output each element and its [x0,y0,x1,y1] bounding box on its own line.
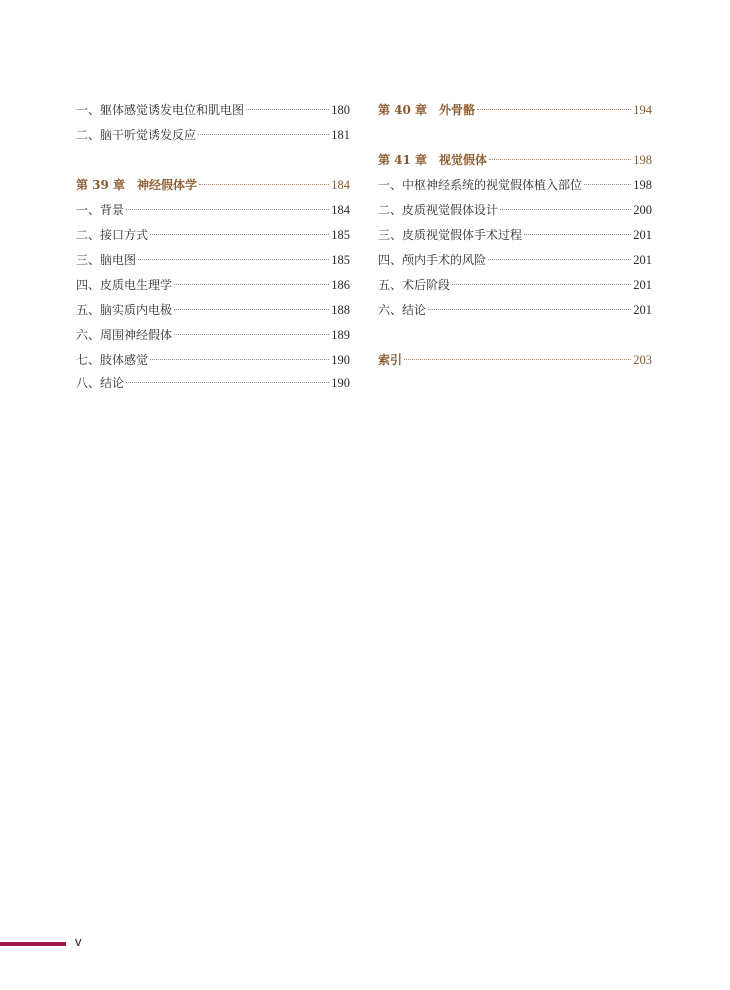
toc-entry[interactable] [378,225,652,245]
toc-entry-label: 四、颅内手术的风险 [378,253,487,267]
dot-leader [489,159,631,160]
toc-entry-page: 190 [331,376,350,390]
toc-entry-page: 186 [331,278,350,292]
dot-leader [452,284,631,285]
dot-leader [150,234,329,235]
toc-entry[interactable] [378,175,652,195]
toc-entry-label: 一、背景 [76,203,125,217]
toc-chapter-label: 第 39 章 神经假体学 [76,178,198,192]
toc-entry-label: 五、术后阶段 [378,278,451,292]
dot-leader [199,184,329,185]
toc-entry-page: 201 [633,278,652,292]
toc-entry-page: 184 [331,203,350,217]
toc-entry-label: 六、周围神经假体 [76,328,173,342]
toc-index-heading[interactable] [378,350,652,370]
toc-entry[interactable] [378,250,652,270]
dot-leader [404,359,631,360]
toc-entry[interactable] [378,275,652,295]
toc-index-page: 203 [633,353,652,367]
toc-entry[interactable] [76,100,350,120]
dot-leader [198,134,329,135]
dot-leader [126,209,329,210]
dot-leader [246,109,329,110]
toc-entry[interactable] [76,250,350,270]
toc-entry-label: 二、皮质视觉假体设计 [378,203,499,217]
toc-entry[interactable] [76,373,350,393]
toc-entry[interactable] [378,200,652,220]
toc-entry[interactable] [76,125,350,145]
toc-chapter-page: 198 [633,153,652,167]
toc-entry[interactable] [76,225,350,245]
dot-leader [174,309,329,310]
toc-entry-label: 三、皮质视觉假体手术过程 [378,228,523,242]
toc-entry-label: 三、脑电图 [76,253,137,267]
toc-entry[interactable] [76,325,350,345]
toc-entry-page: 198 [633,178,652,192]
toc-entry-page: 188 [331,303,350,317]
toc-chapter-heading[interactable] [378,100,652,120]
toc-chapter-label: 第 40 章 外骨骼 [378,103,476,117]
dot-leader [477,109,631,110]
toc-entry-label: 二、接口方式 [76,228,149,242]
dot-leader [488,259,631,260]
dot-leader [138,259,329,260]
toc-entry-page: 190 [331,353,350,367]
toc-entry-label: 一、中枢神经系统的视觉假体植入部位 [378,178,583,192]
toc-entry-page: 200 [633,203,652,217]
dot-leader [500,209,631,210]
toc-chapter-heading[interactable] [76,175,350,195]
toc-chapter-page: 184 [331,178,350,192]
toc-index-label: 索引 [378,353,403,367]
dot-leader [126,382,329,383]
toc-entry[interactable] [76,350,350,370]
toc-entry-page: 201 [633,228,652,242]
dot-leader [428,309,631,310]
toc-entry[interactable] [76,300,350,320]
toc-entry-label: 五、脑实质内电极 [76,303,173,317]
toc-entry[interactable] [76,275,350,295]
dot-leader [174,334,329,335]
dot-leader [174,284,329,285]
toc-entry-page: 181 [331,128,350,142]
page-number: v [75,934,82,949]
dot-leader [584,184,631,185]
toc-entry-page: 180 [331,103,350,117]
toc-entry-label: 二、脑干听觉诱发反应 [76,128,197,142]
footer-accent-bar [0,942,66,946]
toc-entry-label: 六、结论 [378,303,427,317]
toc-entry-label: 八、结论 [76,376,125,390]
dot-leader [150,359,329,360]
toc-entry-page: 189 [331,328,350,342]
toc-entry[interactable] [76,200,350,220]
toc-chapter-label: 第 41 章 视觉假体 [378,153,488,167]
dot-leader [524,234,631,235]
toc-chapter-heading[interactable] [378,150,652,170]
toc-entry-label: 七、肢体感觉 [76,353,149,367]
toc-entry-page: 185 [331,253,350,267]
toc-entry-page: 201 [633,303,652,317]
toc-entry-page: 185 [331,228,350,242]
toc-entry[interactable] [378,300,652,320]
toc-entry-label: 一、躯体感觉诱发电位和肌电图 [76,103,245,117]
toc-entry-label: 四、皮质电生理学 [76,278,173,292]
toc-entry-page: 201 [633,253,652,267]
toc-chapter-page: 194 [633,103,652,117]
